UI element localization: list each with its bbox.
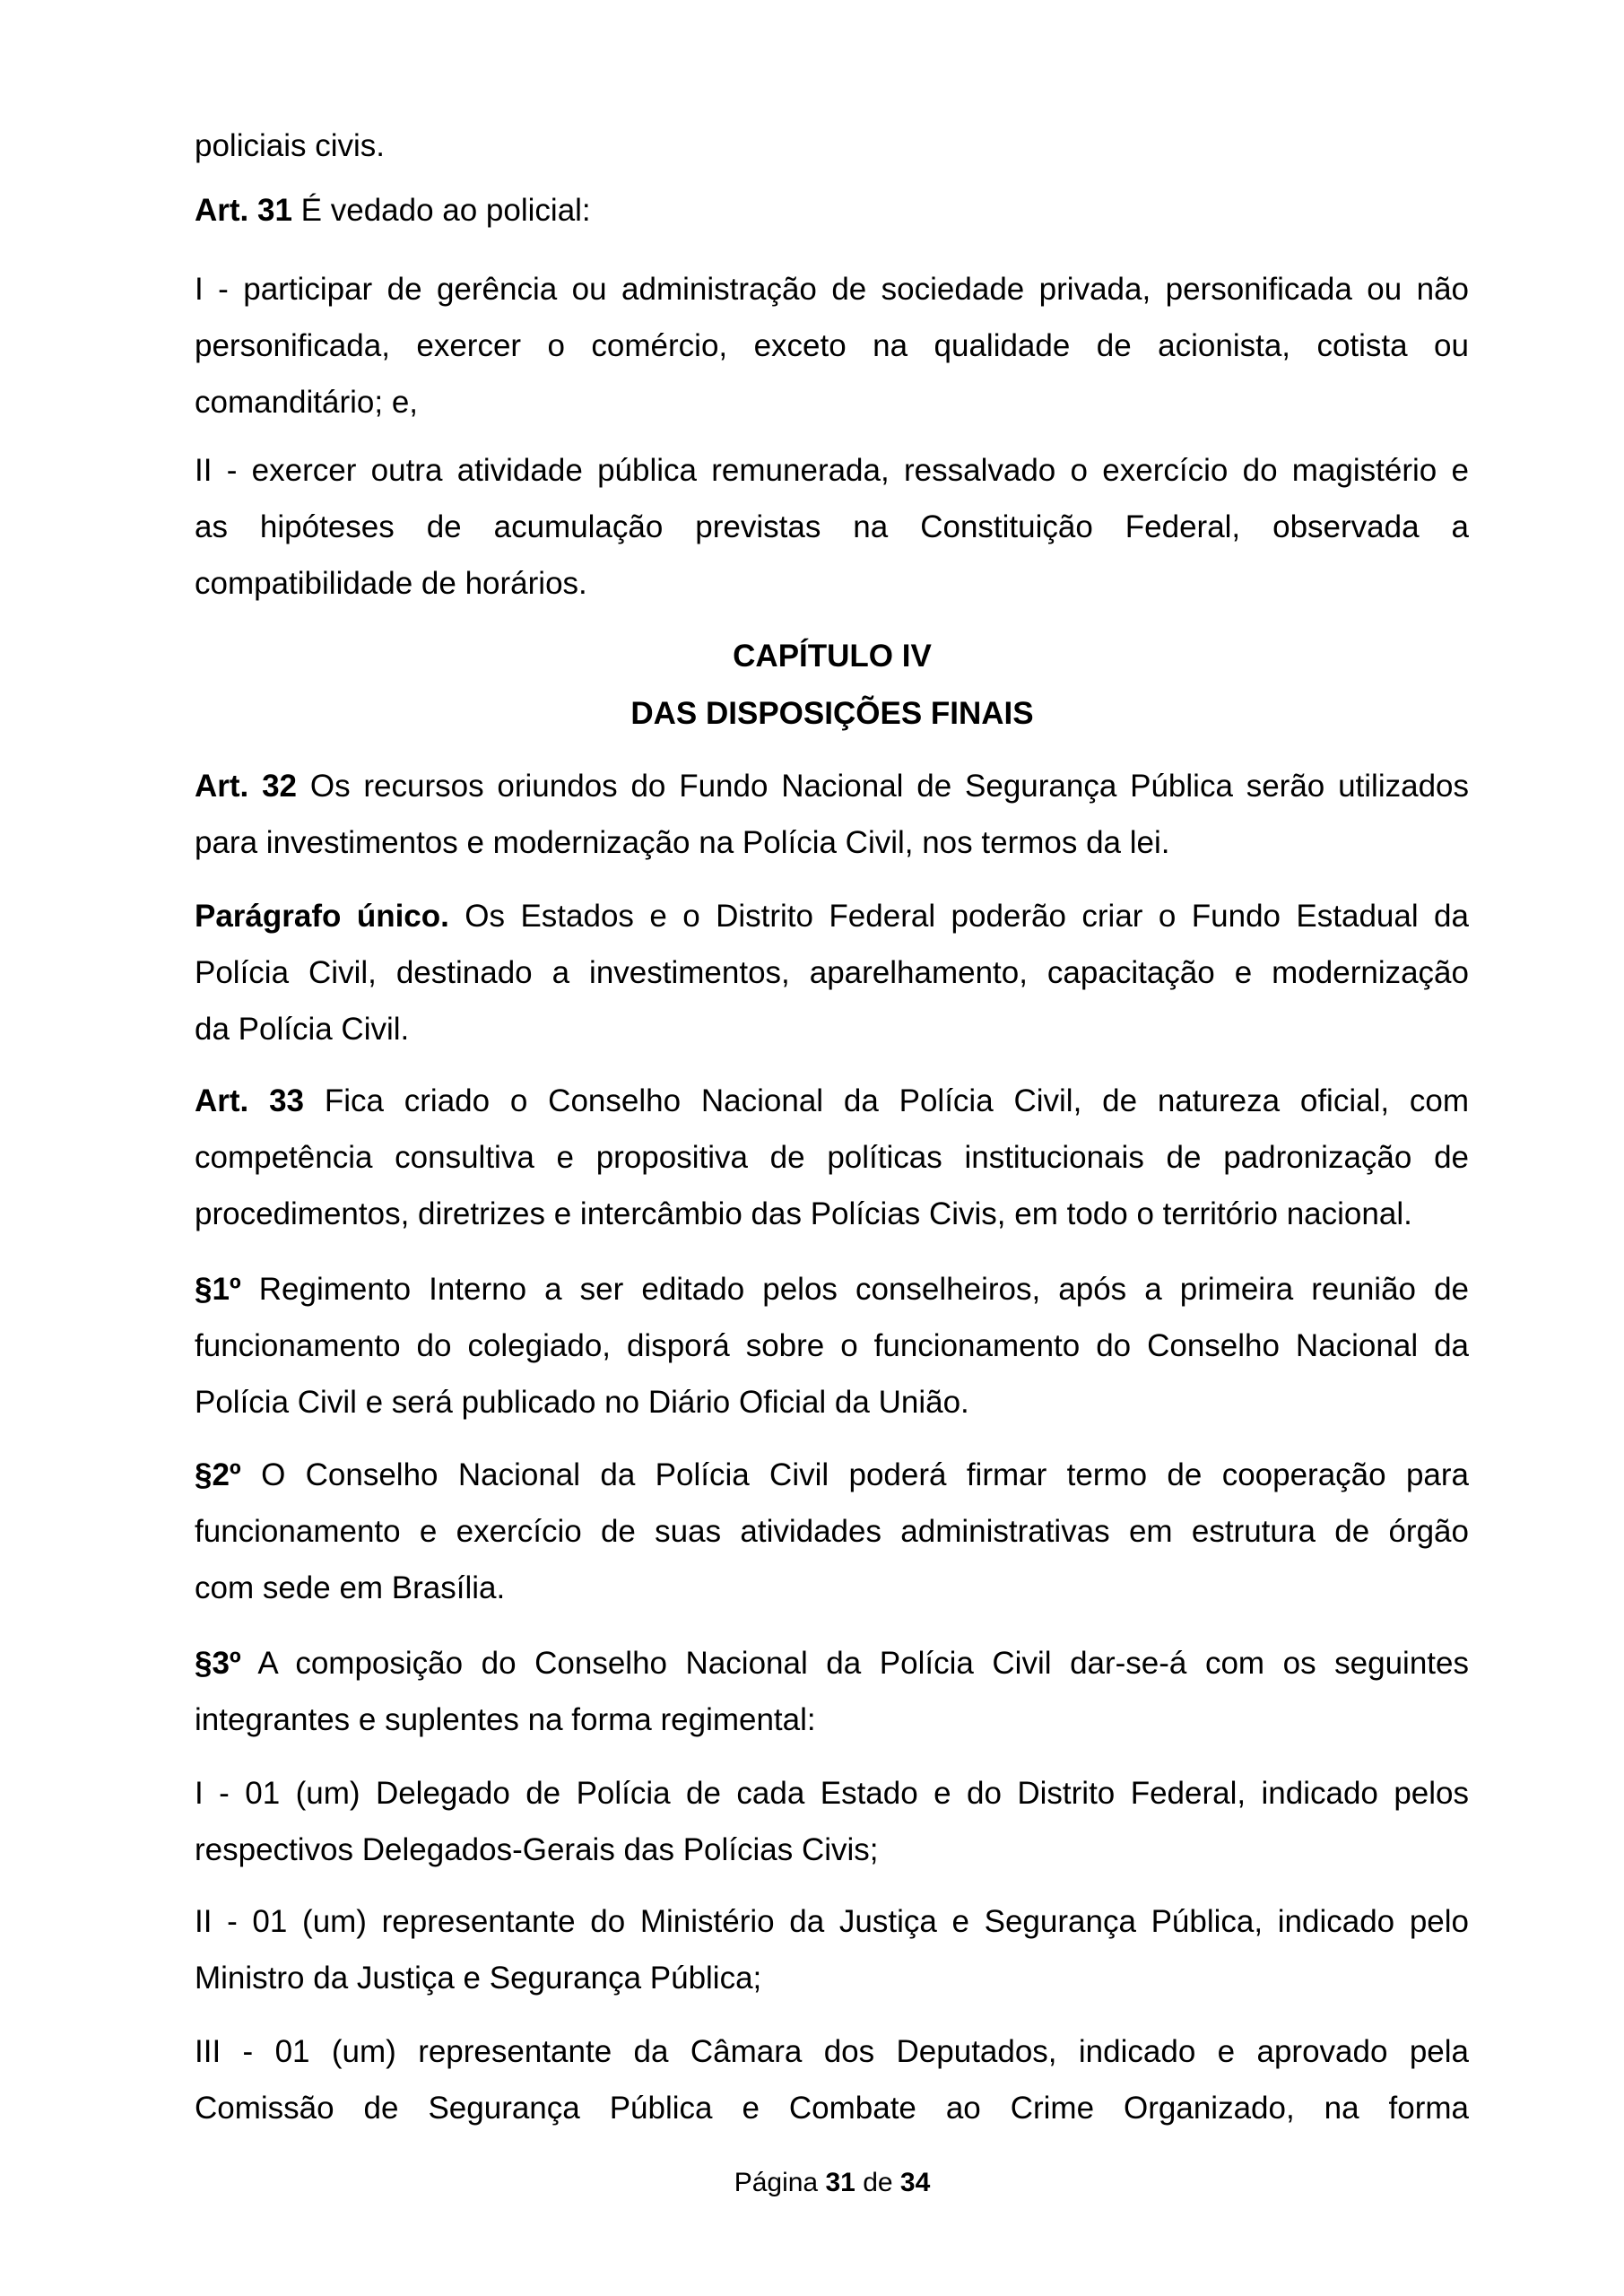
line-text: com sede em Brasília.	[195, 1570, 506, 1605]
line-text: Ministro da Justiça e Segurança Pública;	[195, 1961, 762, 1996]
text-line	[195, 758, 1469, 814]
line-text: respectivos Delegados-Gerais das Polícias Civis;	[195, 1832, 879, 1867]
line-text: da Polícia Civil.	[195, 1012, 410, 1047]
text-line	[195, 317, 1469, 374]
paragraph-art30-tail	[195, 117, 1469, 174]
page-number-footer	[0, 2165, 1624, 2201]
line-text: Os Estados e o Distrito Federal poderão criar o Fundo Estadual da	[448, 899, 1469, 934]
line-text: II - exercer outra atividade pública remunerada, ressalvado o exercício do magistério e	[195, 453, 1469, 488]
footer-total-pages: 34	[899, 2168, 931, 2197]
article-label: §1º	[195, 1272, 241, 1307]
footer-page-label: Página	[734, 2168, 819, 2197]
line-text: Polícia Civil, destinado a investimentos, aparelhamento, capacitação e modernização	[195, 955, 1469, 990]
line-text: policiais civis.	[195, 128, 385, 163]
text-line	[195, 261, 1469, 317]
chapter-number: CAPÍTULO IV	[733, 639, 932, 674]
text-line	[195, 442, 1469, 499]
line-text: competência consultiva e propositiva de políticas institucionais de padronização de	[195, 1140, 1469, 1175]
text-line	[195, 2080, 1469, 2136]
text-line	[195, 814, 1469, 871]
text-line	[195, 1318, 1469, 1374]
paragraph-art31-inciso-ii	[195, 442, 1469, 612]
text-line	[195, 1129, 1469, 1186]
text-line	[195, 1893, 1469, 1950]
text-line	[195, 374, 1469, 430]
text-line	[195, 1447, 1469, 1503]
text-line	[195, 1692, 1469, 1748]
text-line	[195, 555, 1469, 612]
article-label: Art. 31	[195, 193, 292, 228]
paragraph-art33-par3-inciso-iii	[195, 2023, 1469, 2136]
line-text: III - 01 (um) representante da Câmara dos Deputados, indicado e aprovado pela	[195, 2034, 1469, 2069]
paragraph-art31	[195, 182, 1469, 239]
line-text: Comissão de Segurança Pública e Combate ao Crime Organizado, na forma	[195, 2091, 1469, 2126]
paragraph-art32	[195, 758, 1469, 871]
article-label: Art. 33	[195, 1083, 305, 1118]
text-line	[195, 1001, 1469, 1057]
article-label: Parágrafo único.	[195, 899, 449, 934]
chapter-title: DAS DISPOSIÇÕES FINAIS	[630, 696, 1034, 731]
text-line	[195, 1261, 1469, 1318]
line-text: compatibilidade de horários.	[195, 566, 587, 601]
footer-separator: de	[863, 2168, 893, 2197]
line-text: para investimentos e modernização na Polícia Civil, nos termos da lei.	[195, 825, 1170, 860]
line-text: A composição do Conselho Nacional da Polícia Civil dar-se-á com os seguintes	[240, 1646, 1469, 1681]
text-line	[195, 1950, 1469, 2006]
paragraph-art33-par1	[195, 1261, 1469, 1431]
paragraph-art33-par3-inciso-ii	[195, 1893, 1469, 2006]
article-label: §2º	[195, 1457, 241, 1492]
paragraph-art33-par3	[195, 1635, 1469, 1748]
line-text: Fica criado o Conselho Nacional da Polícia Civil, de natureza oficial, com	[304, 1083, 1469, 1118]
line-text: comanditário; e,	[195, 385, 419, 420]
text-line	[195, 888, 1469, 944]
text-line	[195, 182, 1469, 239]
footer-current-page: 31	[825, 2168, 855, 2197]
line-text: procedimentos, diretrizes e intercâmbio das Polícias Civis, em todo o território nacional.	[195, 1196, 1412, 1231]
paragraph-art33-par2	[195, 1447, 1469, 1616]
article-label: §3º	[195, 1646, 241, 1681]
text-line	[195, 1765, 1469, 1822]
line-text: I - participar de gerência ou administração de sociedade privada, personificada ou não	[195, 272, 1469, 307]
line-text: O Conselho Nacional da Polícia Civil poderá firmar termo de cooperação para	[240, 1457, 1469, 1492]
text-line	[195, 2023, 1469, 2080]
line-text: personificada, exercer o comércio, exceto na qualidade de acionista, cotista ou	[195, 328, 1469, 363]
paragraph-art33	[195, 1073, 1469, 1242]
text-line	[195, 1073, 1469, 1129]
line-text: funcionamento e exercício de suas atividades administrativas em estrutura de órgão	[195, 1514, 1469, 1549]
line-text: Regimento Interno a ser editado pelos conselheiros, após a primeira reunião de	[240, 1272, 1469, 1307]
line-text: É vedado ao policial:	[291, 193, 591, 228]
text-line	[195, 1374, 1469, 1431]
line-text: as hipóteses de acumulação previstas na Constituição Federal, observada a	[195, 509, 1469, 544]
paragraph-art33-par3-inciso-i	[195, 1765, 1469, 1878]
text-line	[195, 1822, 1469, 1878]
article-label: Art. 32	[195, 769, 298, 804]
text-line	[195, 944, 1469, 1001]
text-line	[195, 1635, 1469, 1692]
text-line	[195, 1503, 1469, 1560]
text-line	[195, 1186, 1469, 1242]
text-line	[195, 499, 1469, 555]
line-text: integrantes e suplentes na forma regimental:	[195, 1702, 816, 1737]
paragraph-art32-paragrafo-unico	[195, 888, 1469, 1057]
text-line	[195, 1560, 1469, 1616]
line-text: funcionamento do colegiado, disporá sobre o funcionamento do Conselho Nacional da	[195, 1328, 1469, 1363]
text-line	[195, 117, 1469, 174]
paragraph-art31-inciso-i	[195, 261, 1469, 430]
line-text: Polícia Civil e será publicado no Diário Oficial da União.	[195, 1385, 969, 1420]
line-text: I - 01 (um) Delegado de Polícia de cada Estado e do Distrito Federal, indicado pelos	[195, 1776, 1469, 1811]
line-text: Os recursos oriundos do Fundo Nacional de Segurança Pública serão utilizados	[297, 769, 1469, 804]
line-text: II - 01 (um) representante do Ministério da Justiça e Segurança Pública, indicado pelo	[195, 1904, 1469, 1939]
